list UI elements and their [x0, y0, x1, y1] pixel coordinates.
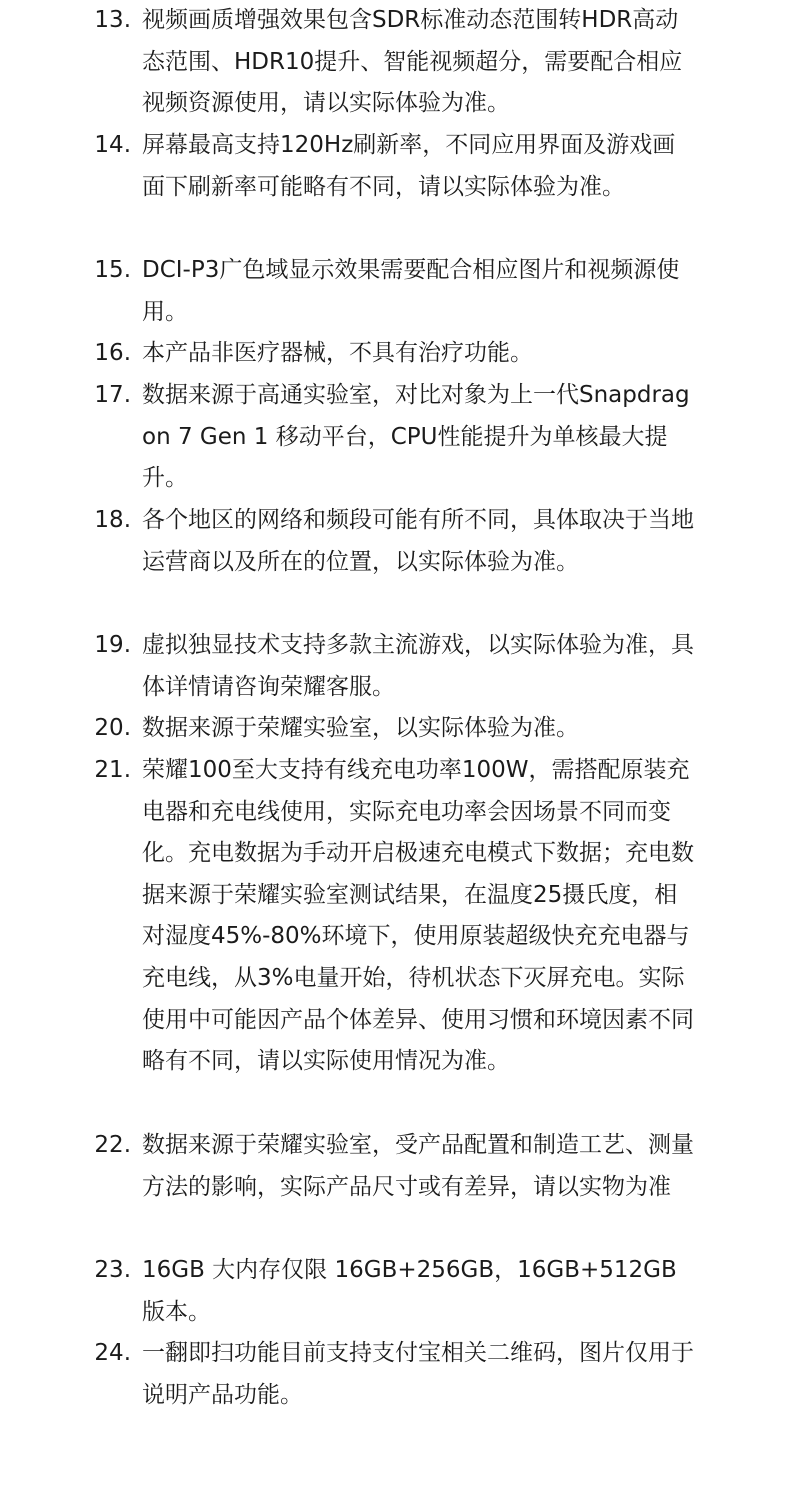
footnote-text: 本产品非医疗器械，不具有治疗功能。 [142, 340, 533, 366]
footnote-text: 一翻即扫功能目前支持支付宝相关二维码，图片仅用于说明产品功能。 [142, 1340, 694, 1408]
footnote-number: 21. [94, 757, 131, 783]
footnote-text: 虚拟独显技术支持多款主流游戏，以实际体验为准，具体详情请咨询荣耀客服。 [142, 632, 694, 700]
footnote-number: 13. [94, 7, 131, 33]
footnote-text: 数据来源于荣耀实验室，以实际体验为准。 [142, 715, 579, 741]
footnote-number: 17. [94, 382, 131, 408]
footnote-text: 屏幕最高支持120Hz刷新率，不同应用界面及游戏画面下刷新率可能略有不同，请以实际体验为准。 [142, 132, 676, 200]
footnote-number: 18. [94, 507, 131, 533]
footnote-text: 16GB 大内存仅限 16GB+256GB，16GB+512GB 版本。 [142, 1257, 677, 1325]
footnote-text: 视频画质增强效果包含SDR标准动态范围转HDR高动态范围、HDR10提升、智能视频超分，需要配合相应视频资源使用，请以实际体验为准。 [142, 7, 683, 117]
footnote-text: 各个地区的网络和频段可能有所不同，具体取决于当地运营商以及所在的位置，以实际体验为准。 [142, 507, 694, 575]
footnote-text: DCI-P3广色域显示效果需要配合相应图片和视频源使用。 [142, 257, 680, 325]
footnote-number: 16. [94, 340, 131, 366]
footnote-number: 14. [94, 132, 131, 158]
footnote-number: 24. [94, 1340, 131, 1366]
footnote-text: 数据来源于高通实验室，对比对象为上一代Snapdragon 7 Gen 1 移动平台，CPU性能提升为单核最大提升。 [142, 382, 690, 492]
footnote-number: 20. [94, 715, 131, 741]
footnote-number: 19. [94, 632, 131, 658]
footnote-number: 15. [94, 257, 131, 283]
footnote-text: 荣耀100至大支持有线充电功率100W，需搭配原装充电器和充电线使用，实际充电功率会因场景不同而变化。充电数据为手动开启极速充电模式下数据；充电数据来源于荣耀实验室测试结果，在温度25摄氏度，相对湿度45%-80%环境下，使用原装超级快充充电器与充电线，从3%电量开始，待机状态下灭屏充电。实际使用中可能因产品个体差异、使用习惯和环境因素不同略有不同，请以实际使用情况为准。 [142, 757, 694, 1075]
footnote-number: 23. [94, 1257, 131, 1283]
footnote-text: 数据来源于荣耀实验室，受产品配置和制造工艺、测量方法的影响，实际产品尺寸或有差异，请以实物为准 [142, 1132, 694, 1200]
footnote-number: 22. [94, 1132, 131, 1158]
